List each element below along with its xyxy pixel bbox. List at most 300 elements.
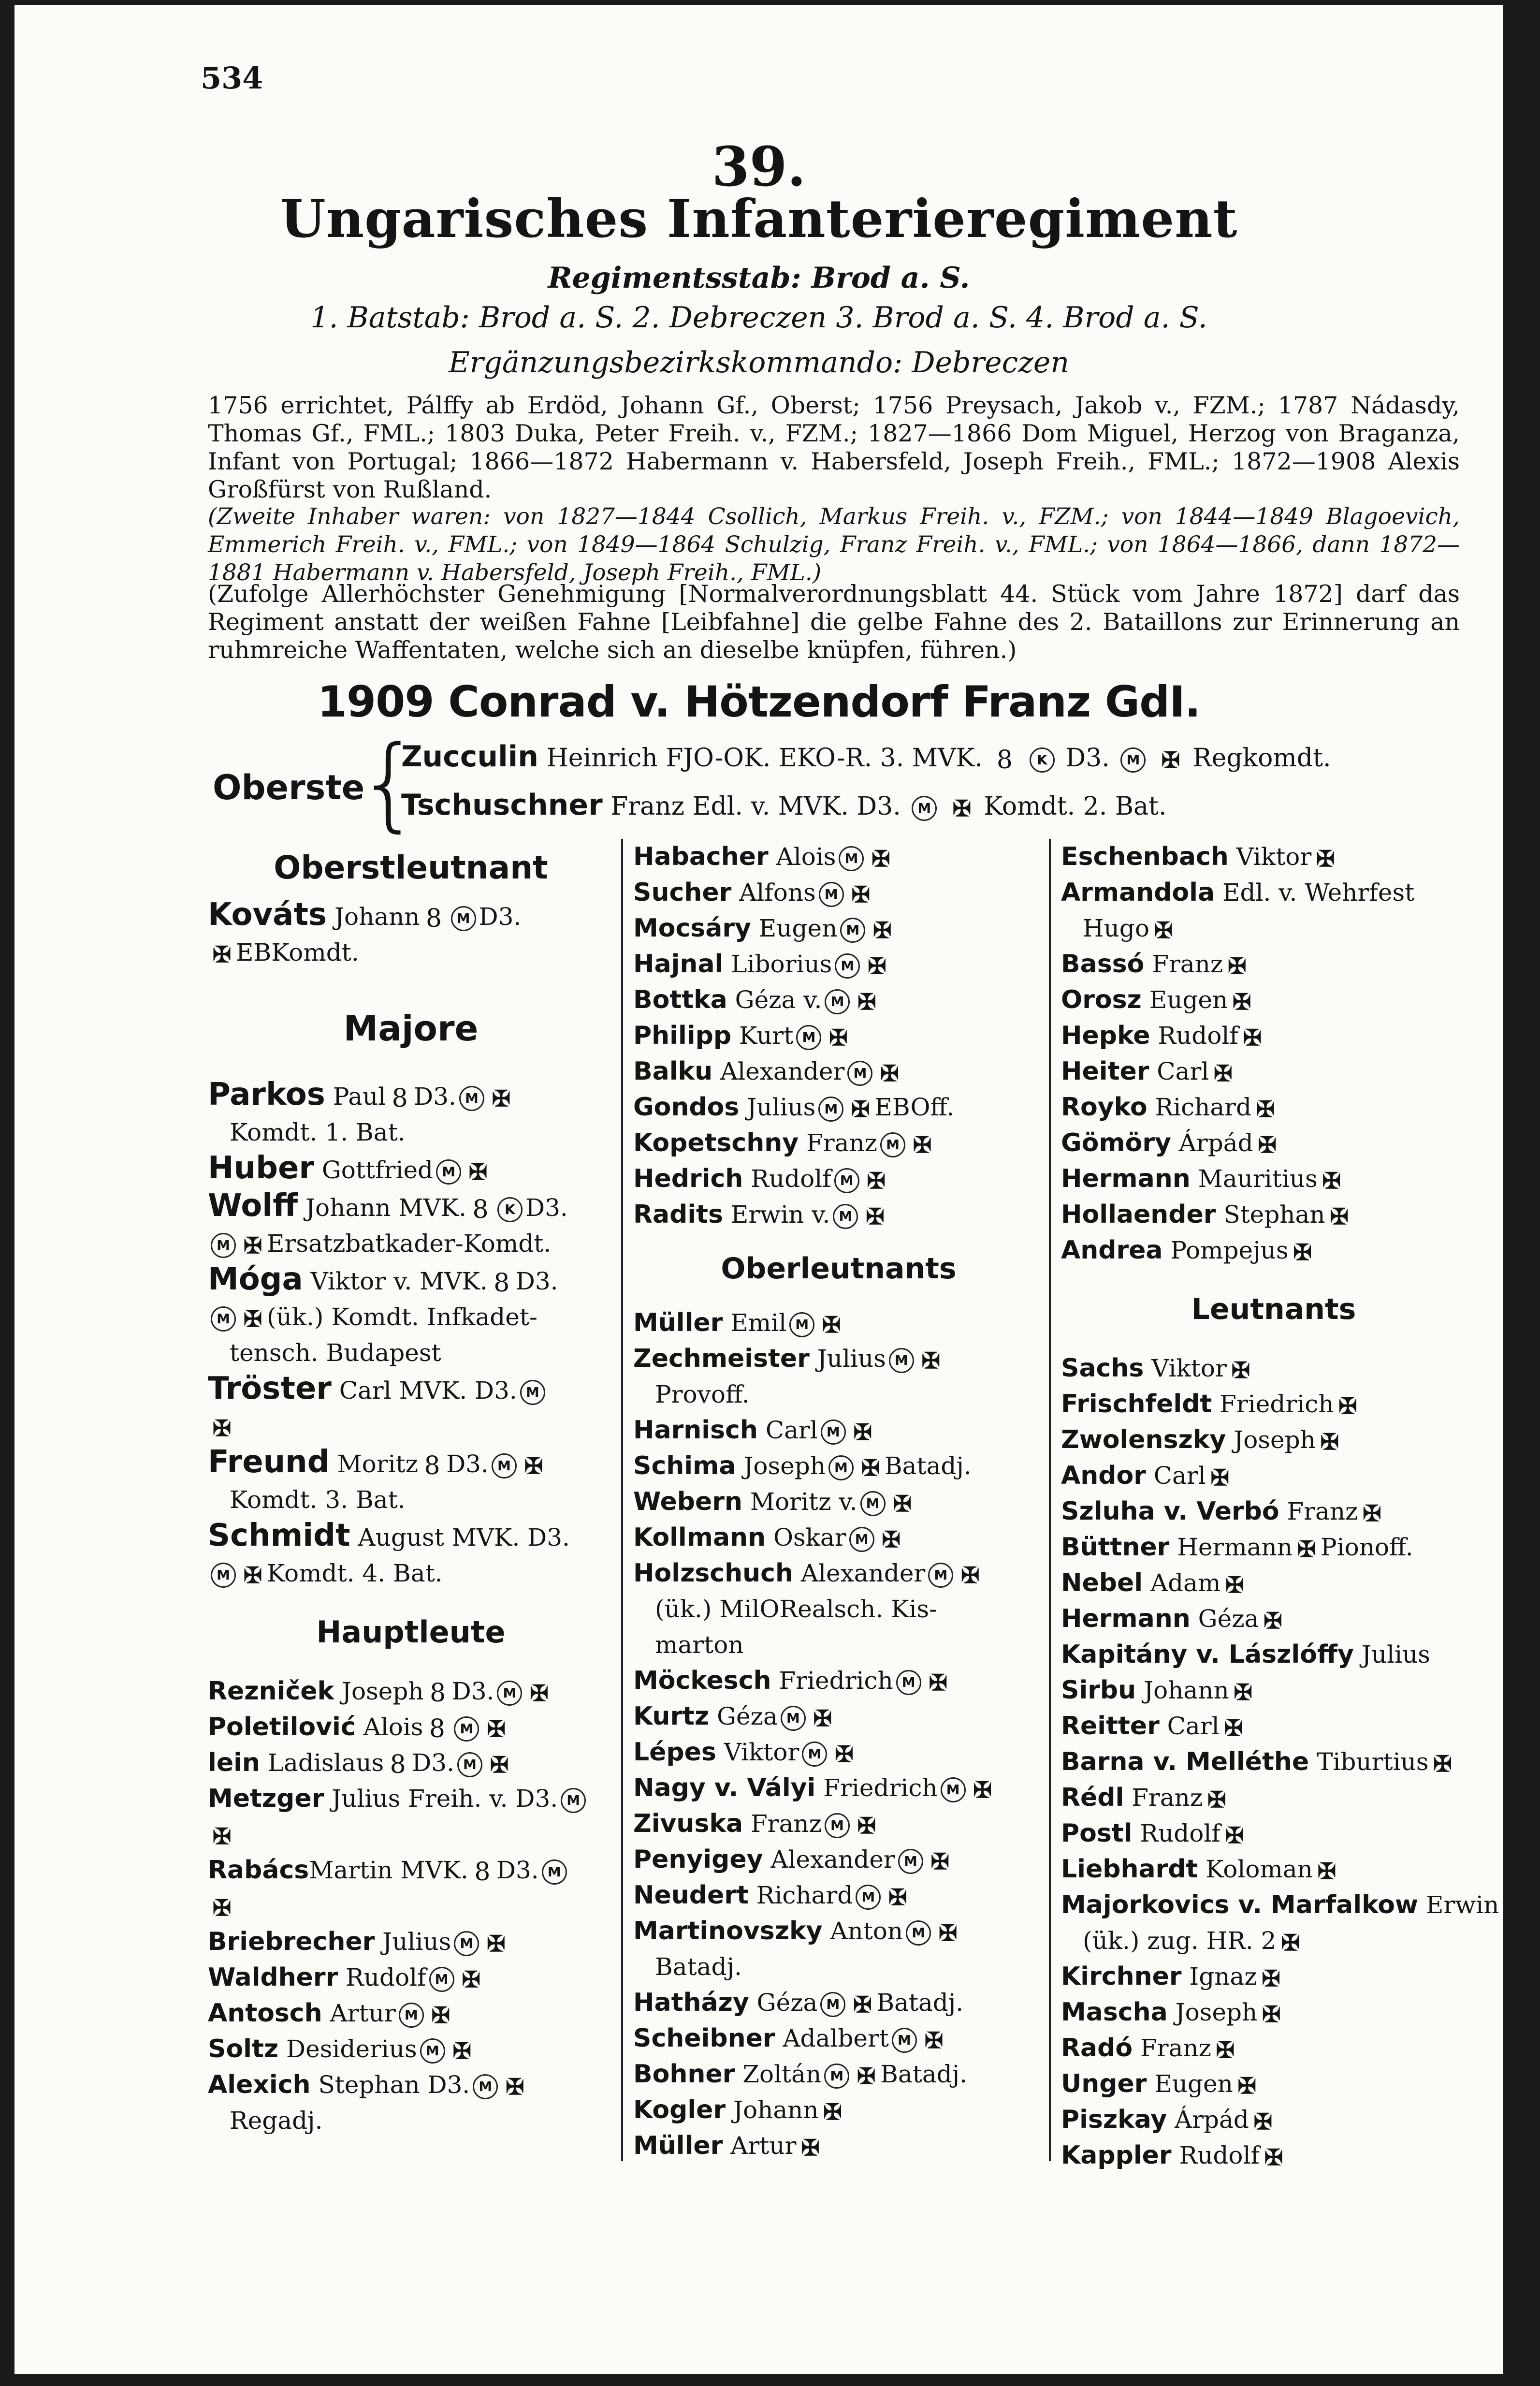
given-name: (ük.) zug. HR. 2 — [1083, 1927, 1277, 1955]
cross-icon: ✠ — [867, 1168, 886, 1194]
m-medal-icon: M — [459, 1086, 484, 1111]
list-item — [633, 1770, 1044, 1806]
given-name: Julius — [1361, 1640, 1430, 1669]
cross-icon: ✠ — [913, 1132, 932, 1158]
given-name: Franz — [1152, 950, 1223, 978]
cross-icon: ✠ — [1363, 1500, 1381, 1526]
cross-icon: ✠ — [1317, 1858, 1337, 1884]
surname: Möckesch — [633, 1666, 771, 1695]
cross-icon: ✠ — [1262, 2001, 1281, 2027]
brace: { — [357, 724, 421, 842]
list-item — [1061, 946, 1486, 982]
m-medal-icon: M — [211, 1306, 236, 1332]
entry-continuation: Regadj. — [230, 2107, 323, 2135]
given-name: Erwin — [1425, 1891, 1499, 1919]
m-medal-icon: M — [542, 1859, 567, 1885]
cross-icon: ✠ — [873, 917, 892, 943]
given-name: Rudolf — [1158, 1022, 1238, 1050]
list-item — [633, 1913, 1044, 1949]
surname: Rédl — [1061, 1783, 1124, 1812]
cross-icon: ✠ — [212, 1823, 232, 1849]
regiment-owner: 1909 Conrad v. Hötzendorf Franz GdI. — [317, 677, 1201, 727]
surname: Sachs — [1061, 1354, 1144, 1383]
cross-icon: ✠ — [835, 1741, 854, 1767]
cross-icon: ✠ — [924, 2027, 944, 2053]
ring-icon: 8 — [429, 1714, 446, 1743]
given-name: Koloman — [1206, 1855, 1313, 1883]
list-item-continuation — [633, 1376, 1044, 1412]
cross-icon: ✠ — [1320, 1429, 1339, 1455]
list-item — [633, 1555, 1044, 1591]
list-item — [633, 1806, 1044, 1842]
entry-continuation: tensch. Budapest — [230, 1339, 441, 1367]
list-item — [633, 1734, 1044, 1770]
given-name: Franz — [1287, 1497, 1358, 1525]
m-medal-icon: M — [451, 906, 476, 931]
cross-icon: ✠ — [1237, 2073, 1257, 2099]
cross-icon: ✠ — [212, 1415, 232, 1441]
given-name: Eugen — [758, 914, 838, 942]
cross-icon: ✠ — [468, 1159, 488, 1185]
list-item — [633, 982, 1044, 1018]
list-item — [633, 1842, 1044, 1877]
given-name: Rudolf — [1140, 1819, 1220, 1847]
cross-icon: ✠ — [882, 1526, 901, 1552]
list-item — [1061, 1708, 1486, 1744]
cross-icon: ✠ — [1154, 917, 1173, 943]
cross-icon: ✠ — [1330, 1203, 1349, 1230]
list-item — [1061, 1744, 1486, 1780]
m-medal-icon: M — [825, 1813, 850, 1838]
surname: Zechmeister — [633, 1344, 810, 1373]
entry: Alexich Stephan D3. M ✠ — [208, 2067, 614, 2103]
page-number: 534 — [201, 60, 263, 96]
section-heading: Hauptleute — [316, 1614, 506, 1650]
cross-icon: ✠ — [801, 2135, 820, 2161]
list-item — [1061, 1959, 1486, 1994]
given-name: Artur — [730, 2132, 797, 2160]
surname: Frischfeldt — [1061, 1390, 1212, 1419]
entry-continuation: Komdt. 1. Bat. — [230, 1118, 406, 1146]
given-name: Eugen — [1154, 2070, 1233, 2098]
ergaenzungsbezirk: Ergänzungsbezirkskommando: Debreczen — [448, 346, 1070, 380]
m-medal-icon: M — [840, 918, 865, 943]
cross-icon: ✠ — [930, 1848, 950, 1874]
given-name: Adalbert — [783, 2024, 889, 2052]
oberst-d3: D3. — [857, 792, 901, 821]
entry: Antosch Artur M ✠ — [208, 1995, 614, 2031]
history-paragraph: 1756 errichtet, Pálffy ab Erdöd, Johann Gf., Oberst; 1756 Preysach, Jakob v., FZM.; 1787 Nádasdy, Thomas Gf., FML.; 1803 Duka, Peter Freih. v., FZM.; 1827—1866 Dom Miguel, Herzog von Braganza, Infant von Portugal; 1866—1872 Habermann v. Habersfeld, Joseph Freih., FML.; 1872—1908 Alexis Großfürst von Rußland. — [208, 392, 1460, 503]
surname: Hatházy — [633, 1988, 749, 2017]
entry: Freund Moritz 8 D3. M ✠ — [208, 1444, 614, 1482]
surname: Postl — [1061, 1819, 1133, 1848]
m-medal-icon: M — [1120, 747, 1146, 773]
entry: Schmidt August MVK. D3. — [208, 1518, 570, 1553]
regiment-number: 39. — [712, 135, 806, 199]
oberst-function: Regkomdt. — [1192, 744, 1331, 773]
surname: Webern — [633, 1487, 742, 1516]
cross-icon: ✠ — [1234, 1679, 1252, 1705]
cross-icon: ✠ — [813, 1705, 832, 1731]
given-name: Rudolf — [751, 1165, 831, 1193]
cross-icon: ✠ — [212, 941, 232, 967]
list-item — [1061, 1197, 1486, 1232]
surname: Orosz — [1061, 985, 1142, 1014]
entry: Móga Viktor v. MVK. 8 D3. — [208, 1261, 558, 1298]
list-item — [1061, 1350, 1486, 1386]
m-medal-icon: M — [429, 1967, 454, 1992]
cross-icon: ✠ — [1216, 2037, 1235, 2063]
cross-icon: ✠ — [888, 1884, 907, 1910]
given-name: Alois — [776, 843, 836, 871]
cross-icon: ✠ — [1256, 1096, 1275, 1122]
cross-icon: ✠ — [829, 1025, 848, 1051]
list-item — [1061, 1780, 1486, 1815]
cross-icon: ✠ — [490, 1752, 509, 1778]
given-name: Anton — [830, 1917, 903, 1945]
m-medal-icon: M — [420, 2038, 445, 2064]
section-heading: Leutnants — [1191, 1292, 1356, 1326]
entry-continuation — [208, 1408, 614, 1444]
list-item — [1061, 982, 1486, 1018]
m-medal-icon: M — [436, 1159, 461, 1185]
entry-continuation — [208, 1888, 614, 1924]
cross-icon: ✠ — [243, 1306, 262, 1332]
list-item-continuation — [633, 1627, 1044, 1663]
list-item — [633, 2092, 1044, 2128]
m-medal-icon: M — [892, 2028, 917, 2053]
ring-icon: 8 — [472, 1195, 489, 1224]
list-item — [633, 1089, 1044, 1125]
given-name: Franz — [806, 1129, 878, 1157]
cross-icon: ✠ — [1213, 1060, 1233, 1086]
surname: Hermann — [1061, 1604, 1191, 1633]
m-medal-icon: M — [906, 1920, 931, 1946]
surname: Habacher — [633, 842, 769, 871]
surname: Scheibner — [633, 2024, 775, 2053]
list-item — [1061, 1458, 1486, 1493]
second-owners-paragraph: (Zweite Inhaber waren: von 1827—1844 Csollich, Markus Freih. v., FZM.; von 1844—1849 Blagoevich, Emmerich Freih. v., FML.; von 1849—1864 Schulzig, Franz Freih. v., FML.; von 1864—1866, dann 1872—1881 Habermann v. Habersfeld, Joseph Freih., FML.) — [208, 503, 1460, 586]
m-medal-icon: M — [835, 953, 860, 979]
cross-icon: ✠ — [1232, 989, 1251, 1015]
given-name: Friedrich — [779, 1667, 893, 1695]
surname: Hepke — [1061, 1021, 1150, 1050]
m-medal-icon: M — [941, 1777, 966, 1802]
surname: Mascha — [1061, 1998, 1168, 2027]
list-item — [633, 910, 1044, 946]
m-medal-icon: M — [880, 1132, 905, 1157]
list-item — [1061, 1851, 1486, 1887]
m-medal-icon: M — [821, 1420, 846, 1445]
oberst-d3: D3. — [1065, 744, 1110, 773]
list-item — [1061, 1994, 1486, 2030]
cross-icon: ✠ — [866, 1203, 885, 1230]
m-medal-icon: M — [828, 1455, 854, 1480]
ring-icon: 8 — [425, 904, 442, 933]
m-medal-icon: M — [833, 1204, 858, 1229]
m-medal-icon: M — [847, 1061, 872, 1086]
given-name: Batadj. — [655, 1953, 742, 1981]
entry-continuation: M ✠ Ersatzbatkader-Komdt. — [208, 1226, 614, 1261]
column-rule — [1049, 839, 1051, 2161]
given-name: Árpád — [1178, 1129, 1253, 1157]
entry-continuation: ✠ EBKomdt. — [208, 935, 614, 970]
surname: Müller — [633, 1308, 723, 1337]
given-name: Liborius — [731, 950, 832, 978]
cross-icon: ✠ — [1227, 953, 1247, 979]
m-medal-icon: M — [497, 1681, 522, 1706]
given-name: Richard — [756, 1881, 853, 1909]
list-item — [1061, 1637, 1486, 1672]
list-item-continuation — [633, 1591, 1044, 1627]
cross-icon: ✠ — [1224, 1715, 1243, 1741]
surname: Majorkovics v. Marfalkow — [1061, 1890, 1419, 1919]
list-item — [633, 875, 1044, 910]
cross-icon: ✠ — [853, 1991, 872, 2018]
list-item — [1061, 1089, 1486, 1125]
given-name: Viktor — [1151, 1354, 1227, 1382]
surname: Andor — [1061, 1461, 1146, 1490]
given-name: Franz — [1132, 1784, 1203, 1812]
given-name: Hermann — [1177, 1533, 1293, 1561]
surname: Mocsáry — [633, 914, 751, 943]
given-name: Alexander — [720, 1057, 845, 1085]
cross-icon: ✠ — [872, 846, 890, 872]
surname: Royko — [1061, 1093, 1148, 1122]
surname: Balku — [633, 1057, 713, 1086]
cross-icon: ✠ — [1253, 2108, 1273, 2135]
surname: Radits — [633, 1200, 723, 1229]
given-name: Kurt — [739, 1022, 794, 1050]
oberste-label: Oberste — [213, 768, 365, 807]
given-name: Julius — [817, 1345, 886, 1373]
given-name: Rudolf — [1179, 2141, 1260, 2169]
given-name: Richard — [1155, 1093, 1252, 1121]
cross-icon: ✠ — [506, 2074, 524, 2100]
surname: Armandola — [1061, 878, 1215, 907]
list-item — [633, 2020, 1044, 2056]
cross-icon: ✠ — [1281, 1930, 1300, 1956]
list-item — [1061, 1161, 1486, 1197]
surname: Kurtz — [633, 1702, 710, 1731]
entry: Briebrecher Julius M ✠ — [208, 1924, 614, 1960]
given-name: Joseph — [743, 1452, 826, 1480]
list-item — [1061, 1815, 1486, 1851]
m-medal-icon: M — [473, 2074, 498, 2099]
surname: Kollmann — [633, 1523, 766, 1552]
given-name: Johann — [733, 2096, 819, 2124]
given-name: Friedrich — [1220, 1390, 1334, 1418]
entry: Poletilović Alois 8 M ✠ — [208, 1709, 614, 1745]
list-item — [633, 946, 1044, 982]
oberst-function: Komdt. 2. Bat. — [984, 792, 1167, 821]
given-name: Edl. v. Wehrfest — [1222, 878, 1415, 907]
list-item — [633, 1054, 1044, 1089]
list-item — [1061, 2102, 1486, 2137]
given-name: Alfons — [739, 878, 816, 907]
m-medal-icon: M — [492, 1453, 517, 1478]
function-note: Batadj. — [880, 2060, 968, 2088]
list-item — [1061, 1565, 1486, 1601]
entry: Metzger Julius Freih. v. D3. M — [208, 1781, 614, 1816]
column-lieutenants — [1061, 839, 1499, 2173]
cross-icon: ✠ — [1231, 1357, 1250, 1383]
oberst-details: Heinrich FJO-OK. EKO-R. 3. MVK. — [546, 744, 983, 773]
m-medal-icon: M — [454, 1931, 479, 1956]
list-item — [1061, 1386, 1486, 1422]
surname: Andrea — [1061, 1236, 1163, 1265]
cross-icon: ✠ — [857, 2063, 876, 2089]
m-medal-icon: M — [896, 1670, 921, 1695]
list-item — [633, 1412, 1044, 1448]
given-name: Friedrich — [823, 1774, 938, 1802]
given-name: Eugen — [1149, 986, 1228, 1014]
entry-continuation: M ✠ (ük.) Komdt. Infkadet- — [208, 1299, 614, 1335]
cross-icon: ✠ — [530, 1680, 549, 1706]
cross-icon: ✠ — [1207, 1786, 1226, 1813]
section-heading: Majore — [343, 1008, 479, 1049]
cross-icon: ✠ — [822, 1312, 841, 1338]
surname: Kapitány v. Lászlóffy — [1061, 1640, 1354, 1669]
list-item — [633, 1484, 1044, 1520]
given-name: marton — [655, 1631, 744, 1659]
cross-icon: ✠ — [961, 1562, 980, 1588]
cross-icon: ✠ — [524, 1453, 543, 1479]
oberst-tschuschner — [401, 788, 1166, 822]
m-medal-icon: M — [818, 1097, 843, 1122]
surname: Zivuska — [633, 1809, 743, 1838]
cross-icon: ✠ — [431, 2002, 450, 2028]
surname: Kogler — [633, 2095, 726, 2124]
ring-icon: 8 — [474, 1858, 491, 1887]
surname: Hermann — [1061, 1164, 1191, 1193]
m-medal-icon: M — [457, 1752, 482, 1777]
cross-icon: ✠ — [243, 1232, 262, 1259]
given-name: Franz — [1140, 2034, 1211, 2062]
m-medal-icon: M — [889, 1348, 914, 1373]
list-item-continuation — [1061, 1923, 1486, 1959]
cross-icon: ✠ — [1264, 1608, 1282, 1634]
given-name: Carl — [1153, 1462, 1206, 1490]
cross-icon: ✠ — [973, 1777, 992, 1803]
ring-icon: 8 — [392, 1084, 408, 1113]
list-item — [1061, 1529, 1486, 1565]
entry-continuation — [208, 1816, 614, 1852]
list-item — [633, 1018, 1044, 1054]
surname: Nebel — [1061, 1568, 1143, 1597]
ring-icon: 8 — [424, 1451, 440, 1480]
given-name: Pompejus — [1170, 1236, 1289, 1264]
list-item — [1061, 1601, 1486, 1637]
given-name: Alexander — [770, 1845, 895, 1874]
entry: Soltz Desiderius M ✠ — [208, 2031, 614, 2067]
given-name: Mauritius — [1198, 1165, 1318, 1193]
list-item — [633, 2128, 1044, 2164]
surname: Radó — [1061, 2034, 1133, 2063]
given-name: Árpád — [1175, 2106, 1249, 2134]
cross-icon: ✠ — [1316, 846, 1335, 872]
list-item — [1061, 2137, 1486, 2173]
list-item — [633, 1698, 1044, 1734]
cross-icon: ✠ — [487, 1716, 506, 1742]
oberst-name: Tschuschner — [401, 788, 603, 822]
list-item-continuation — [1061, 910, 1486, 946]
m-medal-icon: M — [399, 2003, 424, 2028]
cross-icon: ✠ — [1243, 1025, 1262, 1051]
surname: Kappler — [1061, 2141, 1172, 2170]
section-heading: Oberstleutnant — [274, 849, 548, 886]
given-name: Géza v. — [735, 986, 822, 1014]
given-name: Zoltán — [742, 2060, 822, 2088]
list-item — [633, 2056, 1044, 2092]
k-medal-icon: K — [497, 1197, 523, 1222]
oberst-details: Franz Edl. v. MVK. — [610, 792, 849, 821]
cross-icon: ✠ — [861, 1455, 880, 1481]
m-medal-icon: M — [839, 846, 864, 871]
cross-icon: ✠ — [868, 953, 886, 979]
list-item — [1061, 2066, 1486, 2102]
cross-icon: ✠ — [857, 1813, 876, 1839]
list-item — [633, 1125, 1044, 1161]
list-item — [1061, 1887, 1499, 1923]
ring-icon: 8 — [430, 1679, 446, 1708]
cross-icon: ✠ — [1225, 1822, 1244, 1848]
given-name: Joseph — [1234, 1426, 1316, 1454]
ring-icon: 8 — [996, 745, 1013, 775]
cross-icon: ✠ — [1338, 1393, 1357, 1419]
m-medal-icon: M — [820, 1992, 845, 2017]
list-item — [1061, 1493, 1486, 1529]
given-name: Provoff. — [655, 1380, 750, 1408]
surname: Kirchner — [1061, 1962, 1182, 1991]
surname: Piszkay — [1061, 2105, 1167, 2134]
given-name: Géza — [1198, 1605, 1259, 1633]
list-item — [633, 1663, 1044, 1698]
given-name: Viktor — [1236, 843, 1312, 871]
surname: Nagy v. Vályi — [633, 1773, 816, 1802]
cross-icon: ✠ — [893, 1491, 912, 1517]
cross-icon: ✠ — [486, 1931, 506, 1957]
cross-icon: ✠ — [952, 795, 972, 821]
surname: Philipp — [633, 1021, 732, 1050]
ring-icon: 8 — [494, 1269, 510, 1298]
k-medal-icon: K — [1030, 747, 1055, 773]
cross-icon: ✠ — [857, 989, 876, 1015]
m-medal-icon: M — [849, 1527, 874, 1552]
cross-icon: ✠ — [212, 1895, 232, 1921]
cross-icon: ✠ — [880, 1060, 899, 1086]
surname: Gömöry — [1061, 1128, 1171, 1157]
given-name: Hugo — [1083, 914, 1149, 942]
given-name: Ignaz — [1189, 1962, 1257, 1991]
given-name: Moritz v. — [750, 1488, 857, 1516]
m-medal-icon: M — [211, 1563, 236, 1588]
given-name: Alexander — [800, 1559, 926, 1587]
list-item — [1061, 1054, 1486, 1089]
list-item — [1061, 1018, 1486, 1054]
list-item — [633, 1520, 1044, 1555]
entry: Rezniček Joseph 8 D3. M ✠ — [208, 1673, 614, 1709]
surname: Sirbu — [1061, 1676, 1136, 1705]
cross-icon: ✠ — [921, 1347, 941, 1374]
cross-icon: ✠ — [1322, 1168, 1341, 1194]
cross-icon: ✠ — [929, 1669, 947, 1696]
m-medal-icon: M — [898, 1849, 923, 1874]
surname: Lépes — [633, 1738, 716, 1767]
surname: Bottka — [633, 985, 727, 1014]
given-name: Géza — [756, 1989, 818, 2017]
surname: Sucher — [633, 878, 732, 907]
